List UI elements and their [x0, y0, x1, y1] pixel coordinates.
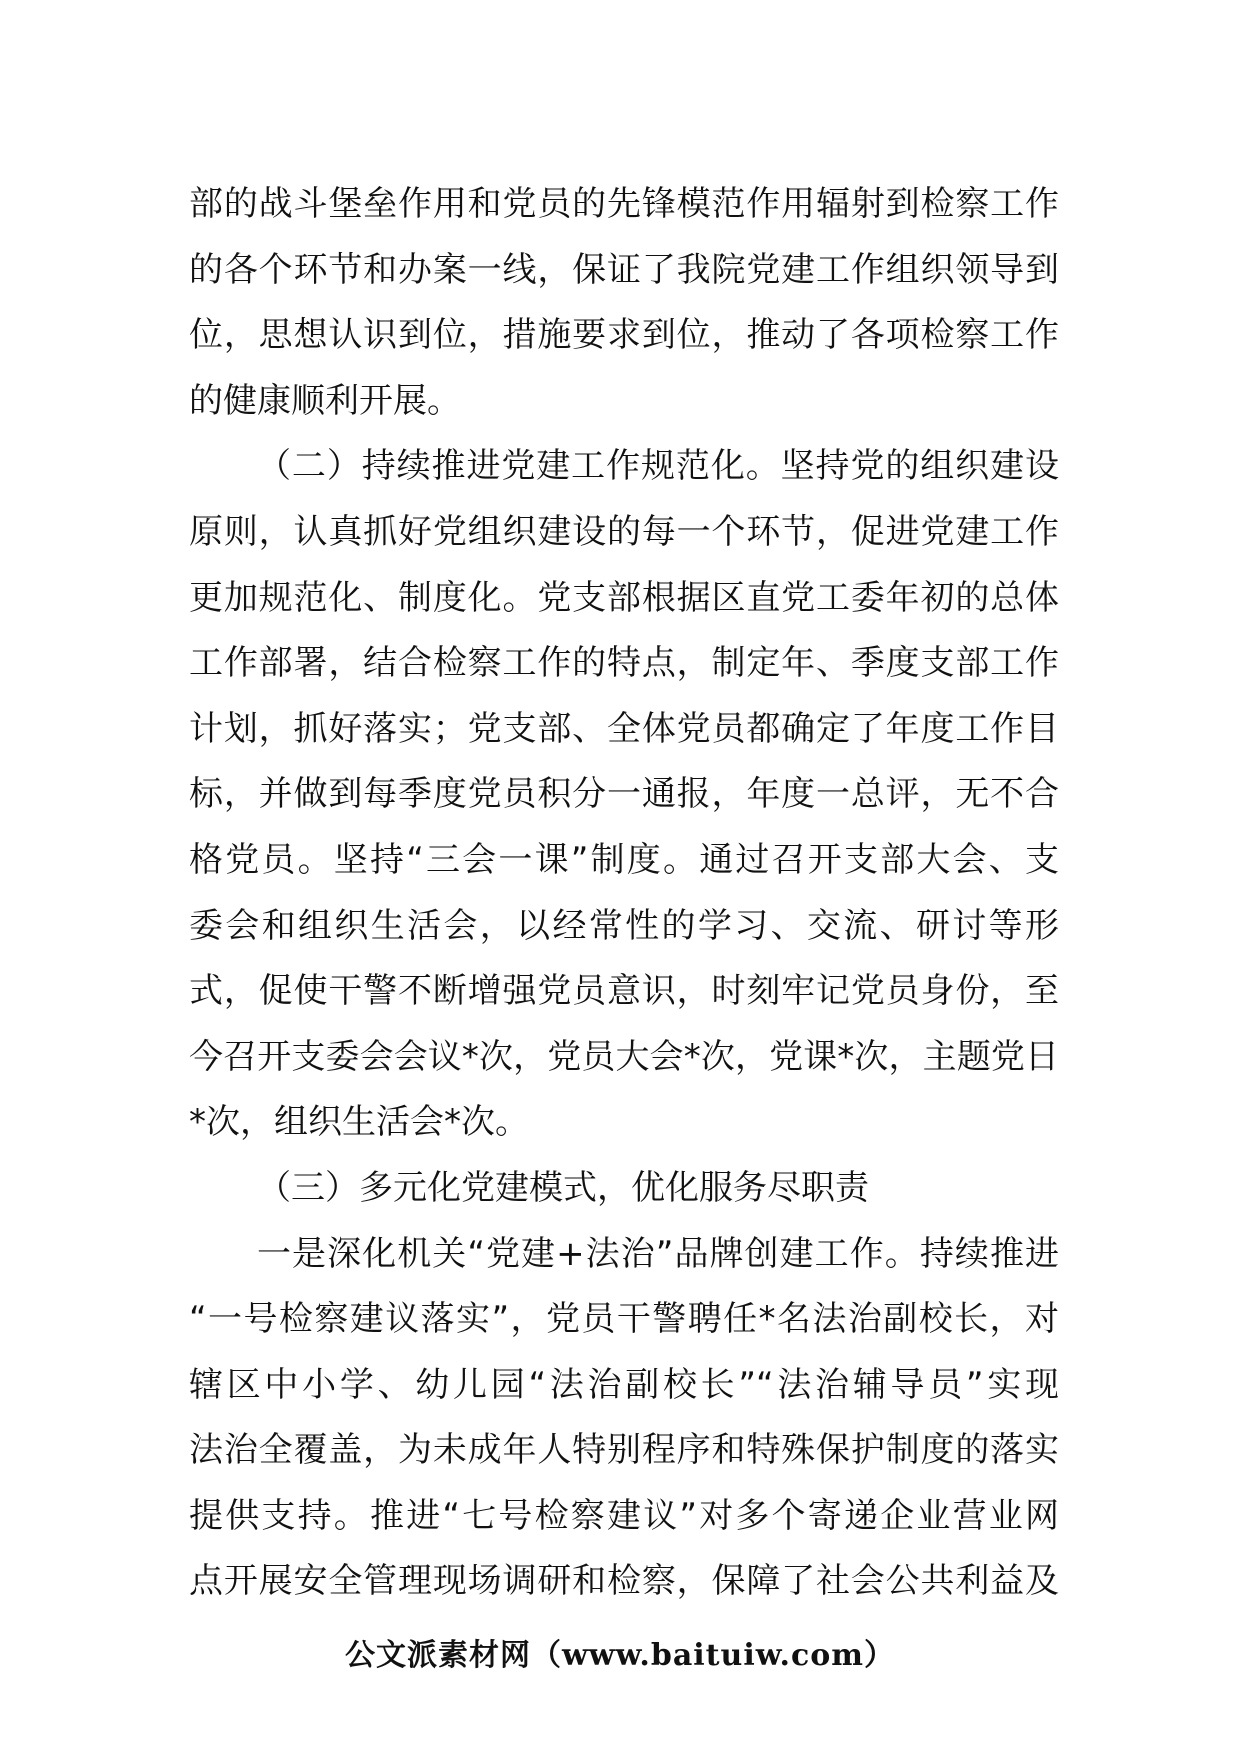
- section-heading-2: （二）持续推进党建工作规范化。坚持党的组织建设: [257, 446, 1059, 487]
- body-text: [189, 172, 1059, 1615]
- text-line: 今召开支委会会议*次，党员大会*次，党课*次，主题党日: [189, 1036, 1059, 1077]
- text-line: 点开展安全管理现场调研和检察，保障了社会公共利益及: [189, 1561, 1059, 1602]
- text-line: 更加规范化、制度化。党支部根据区直党工委年初的总体: [189, 577, 1059, 618]
- section-heading-3: （三）多元化党建模式，优化服务尽职责: [257, 1167, 869, 1208]
- text-line: 标，并做到每季度党员积分一通报，年度一总评，无不合: [189, 774, 1059, 815]
- text-line: 一是深化机关“党建+法治”品牌创建工作。持续推进: [257, 1233, 1059, 1274]
- text-line: 法治全覆盖，为未成年人特别程序和特殊保护制度的落实: [189, 1430, 1059, 1471]
- text-line: 计划，抓好落实；党支部、全体党员都确定了年度工作目: [189, 708, 1059, 749]
- text-line: 的健康顺利开展。: [189, 380, 461, 421]
- text-line: 原则，认真抓好党组织建设的每一个环节，促进党建工作: [189, 511, 1059, 552]
- text-line: 的各个环节和办案一线，保证了我院党建工作组织领导到: [189, 249, 1059, 290]
- text-line: 式，促使干警不断增强党员意识，时刻牢记党员身份，至: [189, 971, 1059, 1012]
- text-line: 辖区中小学、幼儿园“法治副校长”“法治辅导员”实现: [189, 1364, 1059, 1405]
- text-line: 格党员。坚持“三会一课”制度。通过召开支部大会、支: [189, 839, 1059, 880]
- footer-watermark: 公文派素材网（www.baituiw.com）: [344, 1638, 896, 1673]
- text-line: *次，组织生活会*次。: [189, 1102, 529, 1143]
- text-line: 提供支持。推进“七号检察建议”对多个寄递企业营业网: [189, 1495, 1059, 1536]
- text-line: 部的战斗堡垒作用和党员的先锋模范作用辐射到检察工作: [189, 184, 1059, 224]
- text-line: 委会和组织生活会，以经常性的学习、交流、研讨等形: [189, 905, 1059, 946]
- text-line: “一号检察建议落实”，党员干警聘任*名法治副校长，对: [189, 1299, 1059, 1340]
- text-line: 工作部署，结合检察工作的特点，制定年、季度支部工作: [189, 643, 1059, 684]
- text-line: 位，思想认识到位，措施要求到位，推动了各项检察工作: [189, 315, 1059, 356]
